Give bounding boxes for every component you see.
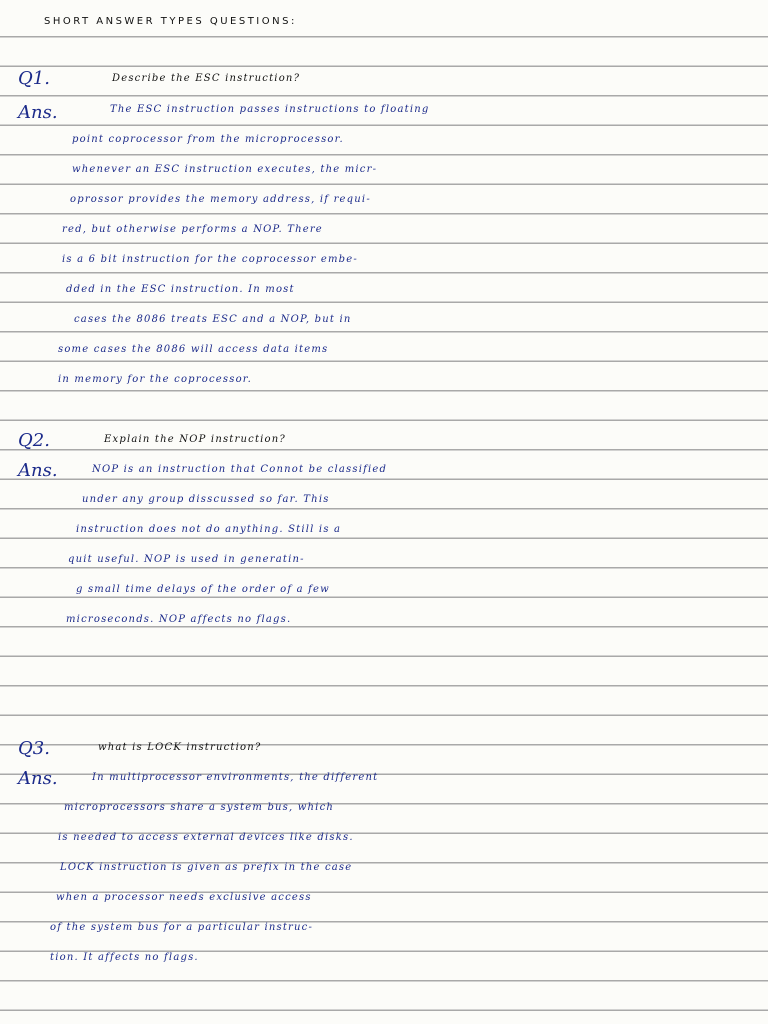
q2-label: Q2. [18,430,50,451]
q1-label: Q1. [18,68,50,89]
q1-answer-line: red, but otherwise performs a NOP. There [62,224,323,235]
q2-answer-label: Ans. [18,460,58,481]
q2-answer-line: under any group disscussed so far. This [82,494,330,505]
page-heading: SHORT ANSWER TYPES QUESTIONS: [44,16,297,27]
q1-question: Describe the ESC instruction? [112,73,301,84]
q3-answer-line: tion. It affects no flags. [50,952,199,963]
q3-answer-line: microprocessors share a system bus, which [64,802,335,813]
q3-answer-line: when a processor needs exclusive access [56,892,312,903]
q2-answer-line: instruction does not do anything. Still is a [76,524,342,535]
q2-answer-line: NOP is an instruction that Connot be classified [92,464,388,475]
q1-answer-line: cases the 8086 treats ESC and a NOP, but in [74,314,352,325]
q3-answer-line: LOCK instruction is given as prefix in the case [60,862,353,873]
q1-answer-line: point coprocessor from the microprocessor. [72,134,344,145]
q1-answer-line: is a 6 bit instruction for the coprocessor embe- [62,254,358,265]
q2-question: Explain the NOP instruction? [104,434,286,445]
q1-answer-line: whenever an ESC instruction executes, the micr- [72,164,378,175]
q3-question: what is LOCK instruction? [98,742,262,753]
q1-answer-line: some cases the 8086 will access data items [58,344,329,355]
q3-answer-line: of the system bus for a particular instruc- [50,922,314,933]
q2-answer-line: g small time delays of the order of a few [76,584,330,595]
q1-answer-line: The ESC instruction passes instructions to floating [110,104,430,115]
q3-answer-line: In multiprocessor environments, the different [92,772,379,783]
q3-label: Q3. [18,738,50,759]
q2-answer-line: quit useful. NOP is used in generatin- [68,554,305,565]
q1-answer-label: Ans. [18,102,58,123]
q3-answer-label: Ans. [18,768,58,789]
q1-answer-line: in memory for the coprocessor. [58,374,253,385]
q1-answer-line: dded in the ESC instruction. In most [66,284,295,295]
q2-answer-line: microseconds. NOP affects no flags. [66,614,292,625]
q3-answer-line: is needed to access external devices like disks. [58,832,354,843]
q1-answer-line: oprossor provides the memory address, if requi- [70,194,371,205]
